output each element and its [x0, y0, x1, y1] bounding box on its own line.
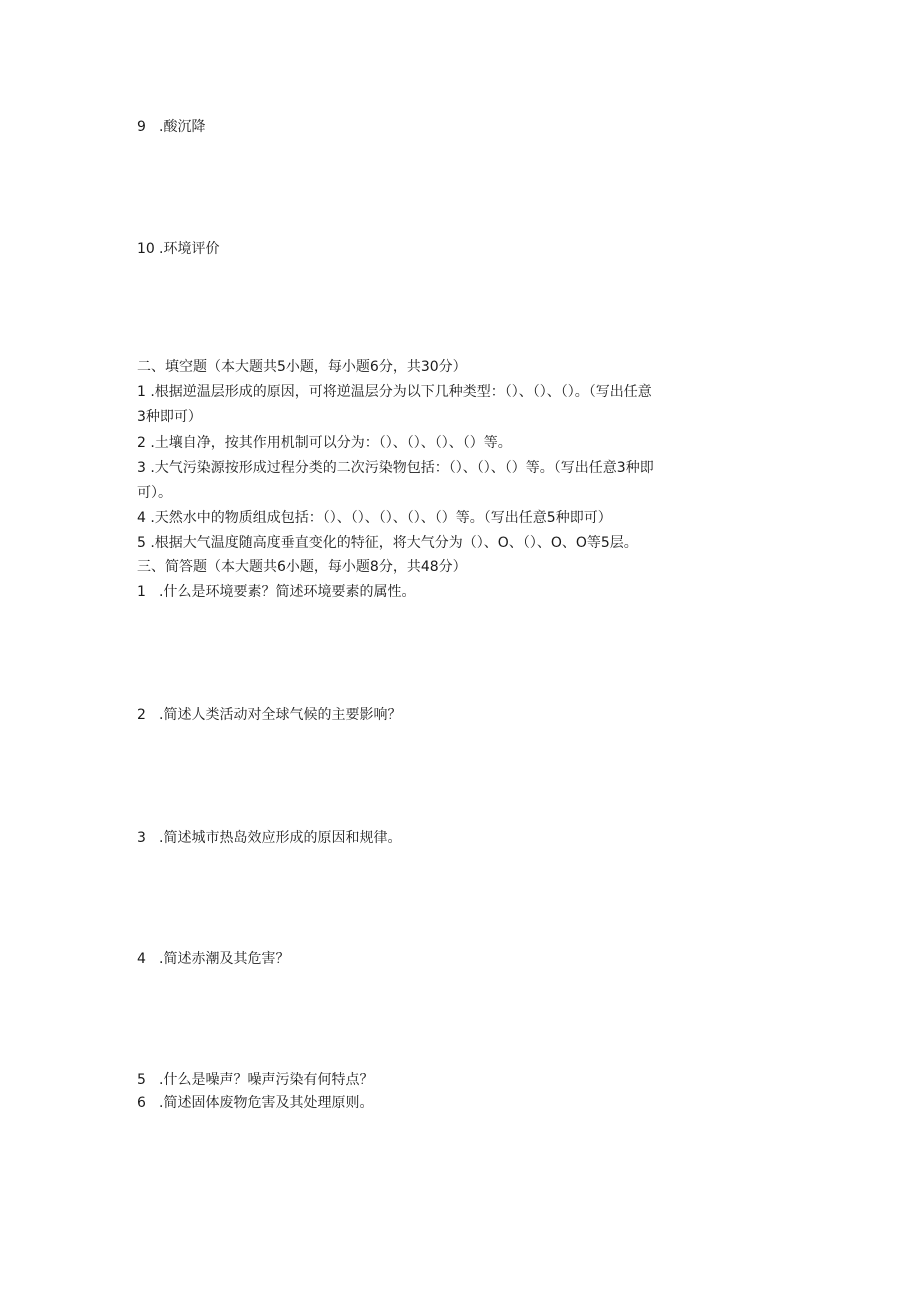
- question-number: 9: [137, 119, 146, 135]
- question-text: .什么是噪声？噪声污染有何特点？: [159, 1072, 374, 1088]
- section-2-title: 二、填空题（本大题共5小题，每小题6分，共30分）: [137, 359, 467, 375]
- fill-question-3-line-2: 可）。: [137, 485, 172, 501]
- question-number: 1: [137, 584, 146, 600]
- question-number: 6: [137, 1095, 146, 1111]
- fill-question-5: 5 .根据大气温度随高度垂直变化的特征，将大气分为（）、O、（）、O、O等5层。: [137, 535, 638, 551]
- question-number: 4: [137, 951, 146, 967]
- question-number: 3: [137, 830, 146, 846]
- fill-question-1-line-1: 1 .根据逆温层形成的原因，可将逆温层分为以下几种类型：（）、（）、（）。（写出任意: [137, 384, 652, 400]
- question-10: [137, 240, 219, 258]
- question-text: .简述城市热岛效应形成的原因和规律。: [159, 830, 402, 846]
- question-9: [137, 118, 205, 136]
- short-answer-6: [137, 1094, 373, 1112]
- question-text: .酸沉降: [159, 119, 206, 135]
- question-number: 2: [137, 707, 146, 723]
- question-text: .什么是环境要素？简述环境要素的属性。: [159, 584, 416, 600]
- question-number: 5: [137, 1072, 146, 1088]
- short-answer-3: [137, 829, 401, 847]
- question-text: .简述人类活动对全球气候的主要影响？: [159, 707, 402, 723]
- question-text: .简述固体废物危害及其处理原则。: [159, 1095, 374, 1111]
- question-text: .环境评价: [159, 241, 220, 257]
- short-answer-2: [137, 706, 401, 724]
- fill-question-4: 4 .天然水中的物质组成包括：（）、（）、（）、（）、（）等。（写出任意5种即可）: [137, 510, 612, 526]
- question-text: .简述赤潮及其危害？: [159, 951, 290, 967]
- question-number: 10: [137, 241, 155, 257]
- section-3-title: 三、简答题（本大题共6小题，每小题8分，共48分）: [137, 559, 467, 575]
- short-answer-4: [137, 950, 289, 968]
- fill-question-1-line-2: 3种即可）: [137, 409, 202, 425]
- fill-question-3-line-1: 3 .大气污染源按形成过程分类的二次污染物包括：（）、（）、（）等。（写出任意3种即: [137, 460, 654, 476]
- short-answer-5: [137, 1071, 373, 1089]
- short-answer-1: [137, 583, 415, 601]
- fill-question-2: 2 .土壤自净，按其作用机制可以分为：（）、（）、（）、（）等。: [137, 435, 512, 451]
